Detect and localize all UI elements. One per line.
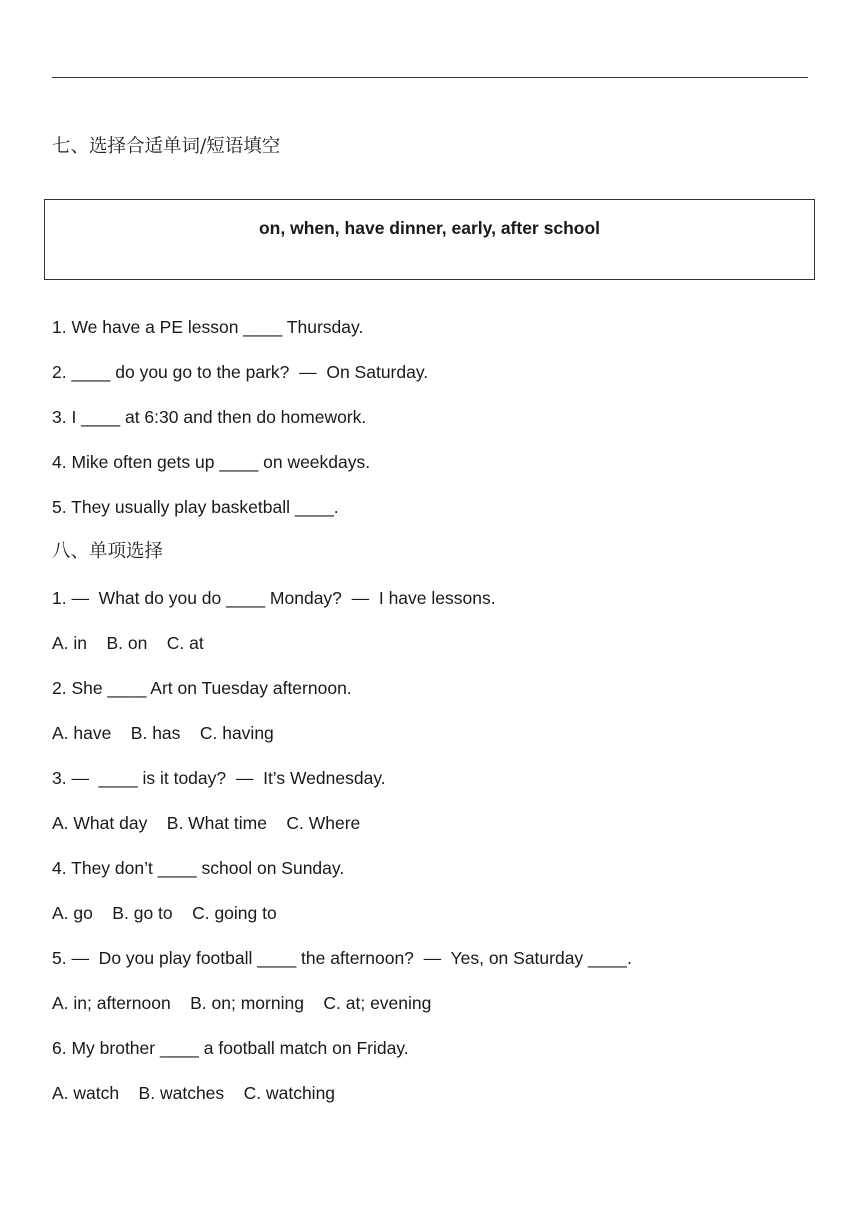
choice-question-1: 1. — What do you do ____ Monday? — I have lessons.	[52, 588, 496, 608]
fill-question-2: 2. ____ do you go to the park? — On Saturday.	[52, 362, 429, 382]
header-rule	[52, 77, 808, 78]
choice-question-4: 4. They don’t ____ school on Sunday.	[52, 858, 345, 878]
choice-options-5: A. in; afternoon B. on; morning C. at; evening	[52, 993, 432, 1013]
fill-question-4: 4. Mike often gets up ____ on weekdays.	[52, 452, 371, 472]
section-8-heading: 八、单项选择	[52, 541, 164, 562]
fill-question-5: 5. They usually play basketball ____.	[52, 497, 339, 517]
choice-question-5: 5. — Do you play football ____ the afternoon? — Yes, on Saturday ____.	[52, 948, 632, 968]
fill-question-3: 3. I ____ at 6:30 and then do homework.	[52, 407, 367, 427]
choice-question-6: 6. My brother ____ a football match on Friday.	[52, 1038, 409, 1058]
fill-question-1: 1. We have a PE lesson ____ Thursday.	[52, 317, 364, 337]
choice-options-6: A. watch B. watches C. watching	[52, 1083, 336, 1103]
choice-question-3: 3. — ____ is it today? — It’s Wednesday.	[52, 768, 386, 788]
word-bank-text: on, when, have dinner, early, after school	[258, 218, 601, 238]
choice-options-1: A. in B. on C. at	[52, 633, 204, 653]
choice-question-2: 2. She ____ Art on Tuesday afternoon.	[52, 678, 352, 698]
section-7-heading: 七、选择合适单词/短语填空	[52, 136, 281, 157]
choice-options-3: A. What day B. What time C. Where	[52, 813, 361, 833]
choice-options-4: A. go B. go to C. going to	[52, 903, 277, 923]
choice-options-2: A. have B. has C. having	[52, 723, 274, 743]
word-bank-box	[44, 199, 815, 280]
